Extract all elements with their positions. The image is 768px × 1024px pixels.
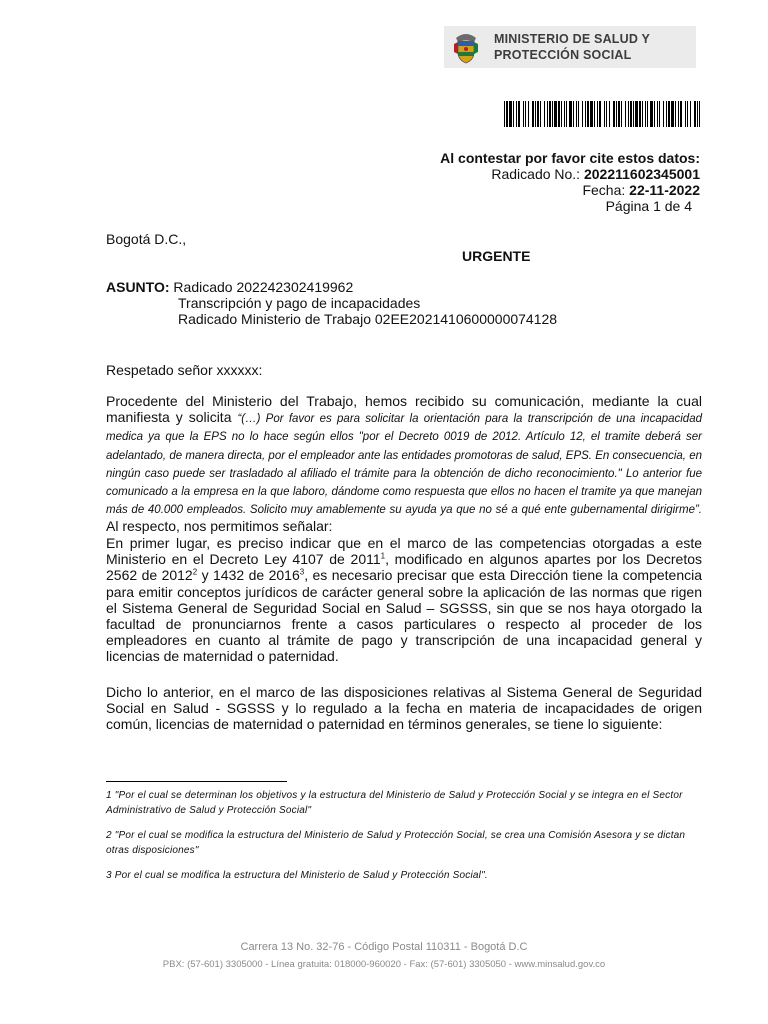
- ministry-logo: [444, 26, 696, 68]
- ministry-name-line1: MINISTERIO DE SALUD Y: [494, 32, 651, 46]
- paragraph-3: Dicho lo anterior, en el marco de las disposiciones relativas al Sistema General de Seguridad Social en Salud - SGSSS y lo regulado a la fecha en materia de incapacidades de origen común, licencias de maternidad o paternidad en términos generales, se tiene lo siguiente:: [106, 684, 702, 733]
- ministry-name-line2: PROTECCIÓN SOCIAL: [494, 48, 632, 62]
- city-line: Bogotá D.C.,: [106, 231, 187, 247]
- p2-text-a: En primer lugar, es preciso indicar que en el marco de las competencias otorgadas a este Ministerio en el Decreto Ley 4107 de 2011: [106, 535, 702, 568]
- subject-label: ASUNTO:: [106, 279, 170, 295]
- citation-block: [440, 150, 700, 214]
- footnote-3: 3 Por el cual se modifica la estructura del Ministerio de Salud y Protección Social".: [106, 870, 488, 881]
- paragraph-1: [106, 393, 702, 535]
- subject-block: [106, 279, 557, 327]
- p1-quote: “(…) Por favor es para solicitar la orientación para la transcripción de una incapacidad medica ya que la EPS no lo hace según ellos "por el Decreto 0019 de 2012. Artículo 12, el tramite deberá ser adelantado, de manera directa, por el empleador ante las entidades promotoras de salud, EPS. En consecuencia, en ningún caso puede ser trasladado al afiliado el trámite para la obtención de dicho reconocimiento." Lo anterior fue comunicado a la empresa en la que laboro, dándome como respuesta que ellos no hacen el tramite ya que manejan más de 40.000 empleados. Solicito muy amablemente su ayuda ya que no sé a qué ente gubernamental dirigirme”.: [106, 413, 702, 517]
- footnote-ref-1: 1: [380, 551, 386, 561]
- citation-heading: Al contestar por favor cite estos datos:: [440, 150, 700, 166]
- page-number: Página 1 de 4: [605, 198, 692, 214]
- footnote-divider: [106, 781, 287, 782]
- p2-text-b: , modificado en algunos apartes por los Decretos 2562 de 2012: [106, 551, 703, 584]
- footnote-ref-2: 2: [192, 567, 198, 577]
- p2-text-c: y 1432 de 2016: [197, 567, 300, 584]
- subject-line2: Transcripción y pago de incapacidades: [178, 295, 421, 311]
- footnote-1: 1 "Por el cual se determinan los objetivos y la estructura del Ministerio de Salud y Protección Social y se integra en el Sector Administrativo de Salud y Protección Social": [106, 790, 683, 816]
- radicado-value: 202211602345001: [583, 166, 700, 182]
- footnote-ref-3: 3: [299, 567, 305, 577]
- fecha-value: 22-11-2022: [629, 182, 700, 198]
- p2-text-d: , es necesario precisar que esta Dirección tiene la competencia para emitir conceptos jurídicos de carácter general sobre la aplicación de las normas que rigen el Sistema General de Seguridad Social en Salud – SGSSS, sin que se nos haya otorgado la facultad de pronunciarnos frente a casos particulares o respecto al proceder de los empleadores en cuanto al trámite de pago y transcripción de una incapacidad general y licencias de maternidad o paternidad.: [106, 567, 703, 665]
- p1-start: Procedente del Ministerio del Trabajo, hemos recibido su comunicación, mediante la cual manifiesta y solicita: [106, 393, 702, 426]
- subject-line3: Radicado Ministerio de Trabajo 02EE2021410600000074128: [178, 311, 558, 327]
- p1-end: Al respecto, nos permitimos señalar:: [106, 518, 333, 535]
- colombia-coat-of-arms-icon: [452, 30, 480, 64]
- paragraph-2: [106, 535, 702, 665]
- footnote-2: 2 "Por el cual se modifica la estructura del Ministerio de Salud y Protección Social, se crea una Comisión Asesora y se dictan otras disposiciones": [106, 830, 686, 856]
- footer-contact: PBX: (57-601) 3305000 - Línea gratuita: 018000-960020 - Fax: (57-601) 3305050 - www.minsalud.gov.co: [162, 959, 606, 970]
- greeting: Respetado señor xxxxxx:: [106, 362, 263, 378]
- radicado-label: Radicado No.:: [491, 166, 584, 182]
- barcode-icon: [504, 101, 700, 127]
- urgent-label: URGENTE: [462, 248, 531, 264]
- footer-address: Carrera 13 No. 32-76 - Código Postal 110311 - Bogotá D.C: [240, 941, 528, 953]
- fecha-label: Fecha:: [582, 182, 630, 198]
- subject-line1: Radicado 202242302419962: [169, 279, 354, 295]
